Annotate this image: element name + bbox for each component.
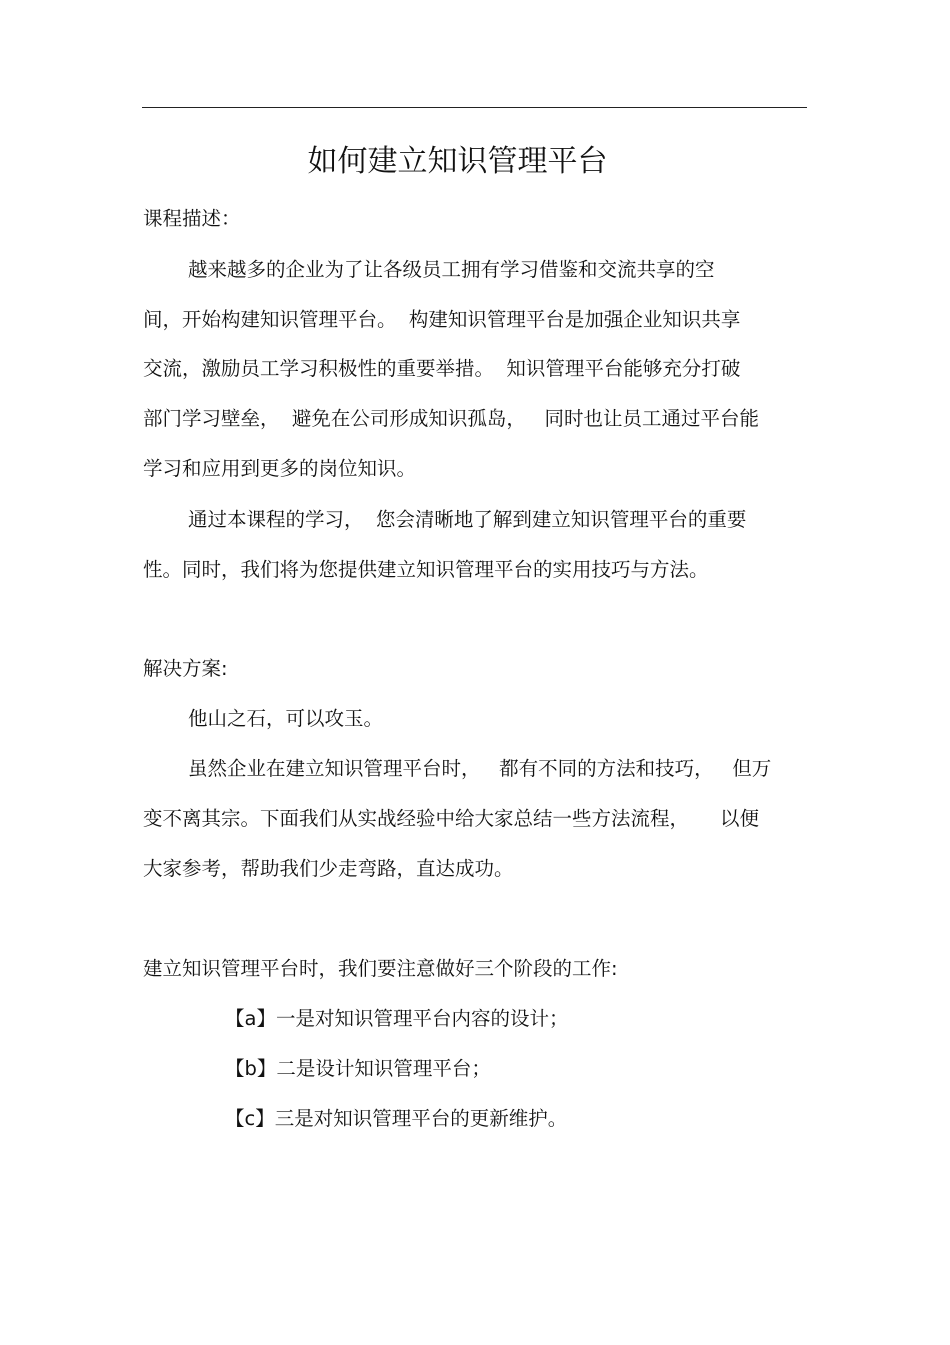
paragraph-line: 他山之石，可以攻玉。 xyxy=(188,707,384,730)
paragraph-line: 大家参考，帮助我们少走弯路，直达成功。 xyxy=(143,857,514,880)
solution-heading: 解决方案: xyxy=(143,657,228,680)
paragraph-line: 越来越多的企业为了让各级员工拥有学习借鉴和交流共享的空 xyxy=(188,258,715,281)
stage-item: 【a】一是对知识管理平台内容的设计； xyxy=(225,1007,569,1030)
paragraph-line: 性。同时，我们将为您提供建立知识管理平台的实用技巧与方法。 xyxy=(143,558,709,581)
header-rule xyxy=(142,107,807,108)
paragraph-line: 部门学习壁垒， 避免在公司形成知识孤岛， 同时也让员工通过平台能 xyxy=(143,407,759,430)
stages-intro: 建立知识管理平台时，我们要注意做好三个阶段的工作: xyxy=(143,957,618,980)
document-title: 如何建立知识管理平台 xyxy=(307,144,608,179)
paragraph-line: 间，开始构建知识管理平台。 构建知识管理平台是加强企业知识共享 xyxy=(143,308,741,331)
paragraph-line: 变不离其宗。下面我们从实战经验中给大家总结一些方法流程， 以便 xyxy=(143,807,759,830)
paragraph-line: 虽然企业在建立知识管理平台时， 都有不同的方法和技巧， 但万 xyxy=(188,757,772,780)
stage-item: 【b】二是设计知识管理平台； xyxy=(225,1057,491,1080)
paragraph-line: 交流，激励员工学习积极性的重要举措。 知识管理平台能够充分打破 xyxy=(143,357,741,380)
paragraph-line: 通过本课程的学习， 您会清晰地了解到建立知识管理平台的重要 xyxy=(188,508,747,531)
stage-item: 【c】三是对知识管理平台的更新维护。 xyxy=(225,1107,568,1130)
paragraph-line: 学习和应用到更多的岗位知识。 xyxy=(143,457,417,480)
course-description-heading: 课程描述： xyxy=(143,207,241,230)
